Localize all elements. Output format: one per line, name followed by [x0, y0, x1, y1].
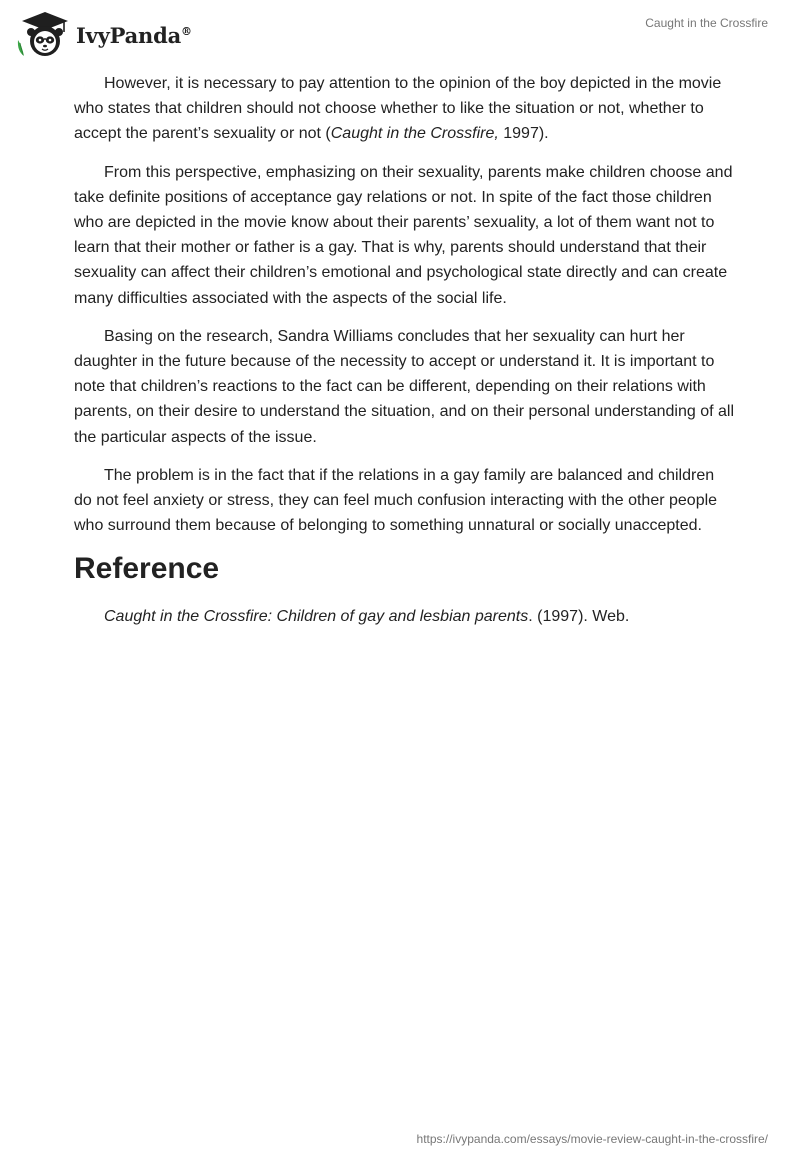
essay-body	[74, 71, 734, 629]
document-title: Caught in the Crossfire	[645, 16, 768, 30]
paragraph-1: However, it is necessary to pay attention to the opinion of the boy depicted in the movie who states that children should not choose whether to like the situation or not, whether to accept the parent’s sexuality or not (Caught in the Crossfire, 1997).	[74, 75, 722, 143]
reference-entry: Caught in the Crossfire: Children of gay and lesbian parents. (1997). Web.	[104, 608, 630, 626]
source-url[interactable]: https://ivypanda.com/essays/movie-review-caught-in-the-crossfire/	[416, 1132, 768, 1146]
paragraph-3: Basing on the research, Sandra Williams concludes that her sexuality can hurt her daughter in the future because of the necessity to accept or understand it. It is important to note that children’s reactions to the fact can be different, depending on their relations with parents, on their desire to understand the situation, and on their personal understanding of all the particular aspects of the issue.	[74, 327, 734, 446]
logo-wordmark: IvyPanda®	[76, 22, 192, 48]
ivypanda-logo[interactable]	[14, 10, 192, 60]
page-header	[0, 0, 800, 70]
reference-title: Caught in the Crossfire: Children of gay and lesbian parents	[104, 608, 529, 626]
panda-graduation-cap-icon	[14, 10, 74, 60]
paragraph-4: The problem is in the fact that if the relations in a gay family are balanced and children do not feel anxiety or stress, they can feel much confusion interacting with the other people who surround them because of belonging to something unnatural or socially unaccepted.	[74, 466, 718, 535]
paragraph-2: From this perspective, emphasizing on their sexuality, parents make children choose and take definite positions of acceptance gay relations or not. In spite of the fact those children who are depicted in the movie know about their parents’ sexuality, a lot of them want not to learn that their mother or father is a gay. That is why, parents should understand that their sexuality can affect their children’s emotional and psychological state directly and can create many difficulties associated with the aspects of the social life.	[74, 163, 733, 307]
movie-title-citation: Caught in the Crossfire,	[330, 125, 499, 143]
reference-heading: Reference	[74, 552, 220, 586]
